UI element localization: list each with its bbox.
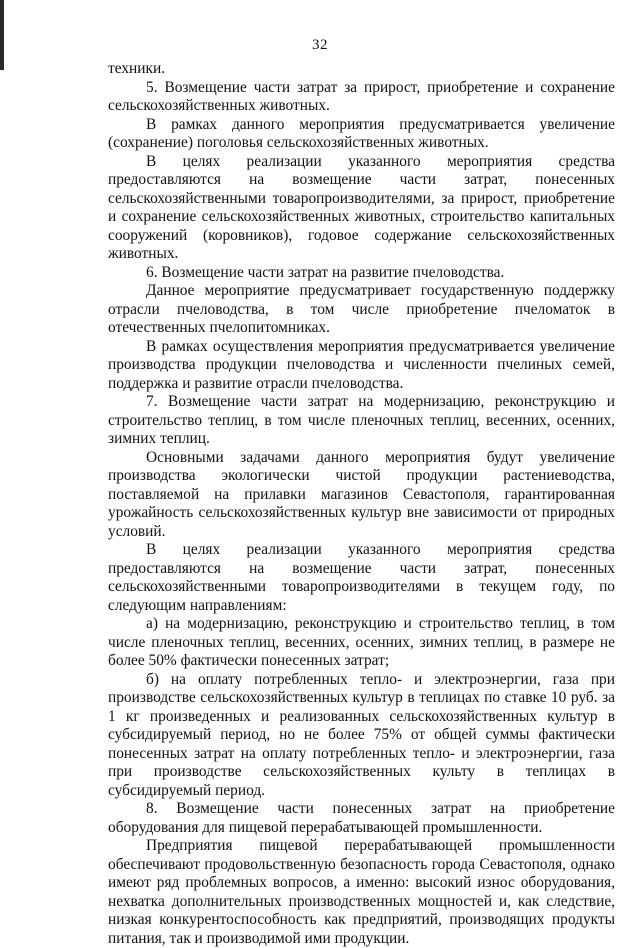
paragraph: Предприятия пищевой перерабатывающей промышленности обеспечивают продовольственную безопасность города Севастополя, однако имеют ряд проблемных вопросов, а именно: высокий износ оборудования, нехватка дополнительных производственных мощностей и, как следствие, низкая конкурентоспособность как предприятий, производящих продукты питания, так и производимой ими продукции. (108, 837, 615, 947)
page-number: 32 (312, 37, 328, 53)
list-item-a: а) на модернизацию, реконструкцию и строительство теплиц, в том числе пленочных теплиц, весенних, осенних, зимних теплиц, в размере не более 50% фактически понесенных затрат; (108, 615, 615, 669)
paragraph-continuation: техники. (108, 60, 166, 77)
paragraph: Основными задачами данного мероприятия будут увеличение производства экологически чистой продукции растениеводства, поставляемой на прилавки магазинов Севастополя, гарантированная урожайность сельскохозяйственных культур вне зависимости от природных условий. (108, 448, 615, 540)
section-heading-6: 6. Возмещение части затрат на развитие пчеловодства. (146, 263, 505, 281)
section-heading-5: 5. Возмещение части затрат за прирост, приобретение и сохранение сельскохозяйственных животных. (108, 78, 615, 114)
paragraph: В целях реализации указанного мероприятия средства предоставляются на возмещение части затрат, понесенных сельскохозяйственными товаропроизводителями, за прирост, приобретение и сохранение сельскохозяйственных животных, строительство капитальных сооружений (коровников), годовое содержание сельскохозяйственных животных. (108, 152, 615, 262)
paragraph: В целях реализации указанного мероприятия средства предоставляются на возмещение части затрат, понесенных сельскохозяйственными товаропроизводителями в текущем году, по следующим направлениям: (108, 541, 615, 614)
list-item-b: б) на оплату потребленных тепло- и электроэнергии, газа при производстве сельскохозяйственных культур в теплицах по ставке 10 руб. за 1 кг произведенных и реализованных сельскохозяйственных культур в субсидируемый период, но не более 75% от общей суммы фактически понесенных затрат на оплату потребленных тепло- и электроэнергии, газа при производстве сельскохозяйственных культу в теплицах в субсидируемый период. (108, 670, 615, 799)
section-heading-7: 7. Возмещение части затрат на модернизацию, реконструкцию и строительство теплиц, в том числе пленочных теплиц, весенних, осенних, зимних теплиц. (108, 393, 615, 447)
scan-edge-mark (0, 0, 4, 70)
section-heading-8: 8. Возмещение части понесенных затрат на приобретение оборудования для пищевой перерабатывающей промышленности. (108, 800, 615, 836)
paragraph: В рамках осуществления мероприятия предусматривается увеличение производства продукции пчеловодства и численности пчелиных семей, поддержка и развитие отрасли пчеловодства. (108, 337, 615, 392)
paragraph: В рамках данного мероприятия предусматривается увеличение (сохранение) поголовья сельскохозяйственных животных. (108, 115, 615, 151)
document-body (108, 60, 615, 948)
paragraph: Данное мероприятие предусматривает государственную поддержку отрасли пчеловодства, в том числе приобретение пчеломаток в отечественных пчелопитомниках. (108, 282, 615, 336)
